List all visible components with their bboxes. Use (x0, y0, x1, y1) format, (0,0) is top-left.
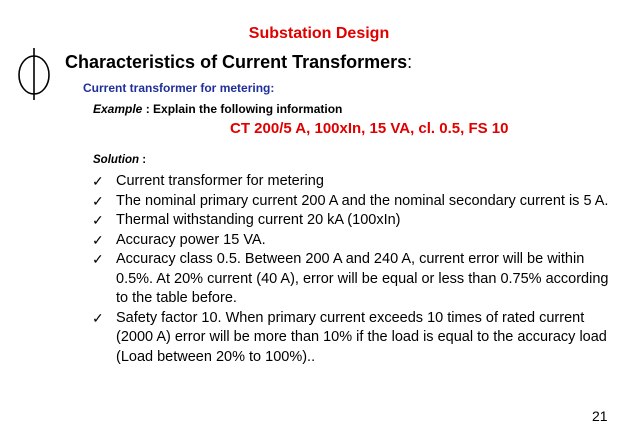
bullet-item (92, 192, 612, 212)
bullet-item (92, 231, 612, 251)
bullet-text: Accuracy class 0.5. Between 200 A and 240 A, current error will be within 0.5%. At 20% current (40 A), error will be equal or less than 0.75% according to the table before. (116, 251, 609, 306)
bullet-text: Accuracy power 15 VA. (116, 231, 266, 248)
bullet-text: Current transformer for metering (116, 173, 324, 189)
example-line (93, 102, 342, 116)
bullet-text: Safety factor 10. When primary current exceeds 10 times of rated current (2000 A) error will be more than 10% if the load is equal to the accuracy load (Load between 20% to 100%).. (116, 309, 607, 365)
page-number: 21 (592, 408, 608, 424)
example-label: Example (93, 102, 143, 116)
slide-header: Substation Design (248, 25, 390, 42)
checkmark-icon: ✓ (92, 251, 104, 267)
checkmark-icon: ✓ (92, 212, 104, 228)
slide-title (65, 52, 412, 73)
solution-bullet-list (92, 172, 612, 367)
example-text: : Explain the following information (142, 102, 343, 116)
bullet-text: Thermal withstanding current 20 kA (100xIn) (116, 212, 401, 228)
ct-specification: CT 200/5 A, 100xIn, 15 VA, cl. 0.5, FS 10 (230, 120, 509, 137)
bullet-item (92, 250, 612, 309)
checkmark-icon: ✓ (92, 309, 104, 326)
title-text: Characteristics of Current Transformers (65, 52, 408, 72)
checkmark-icon: ✓ (92, 173, 104, 189)
section-subtitle: Current transformer for metering: (83, 81, 275, 95)
phi-symbol-icon (14, 46, 54, 107)
bullet-item (92, 211, 612, 231)
solution-line (93, 154, 146, 166)
checkmark-icon: ✓ (92, 192, 104, 209)
title-colon: : (407, 52, 413, 72)
checkmark-icon: ✓ (92, 231, 104, 248)
bullet-text: The nominal primary current 200 A and the nominal secondary current is 5 A. (116, 192, 609, 209)
bullet-item (92, 309, 612, 368)
solution-label: Solution (93, 154, 139, 166)
solution-text: : (139, 154, 147, 166)
bullet-item (92, 172, 612, 192)
